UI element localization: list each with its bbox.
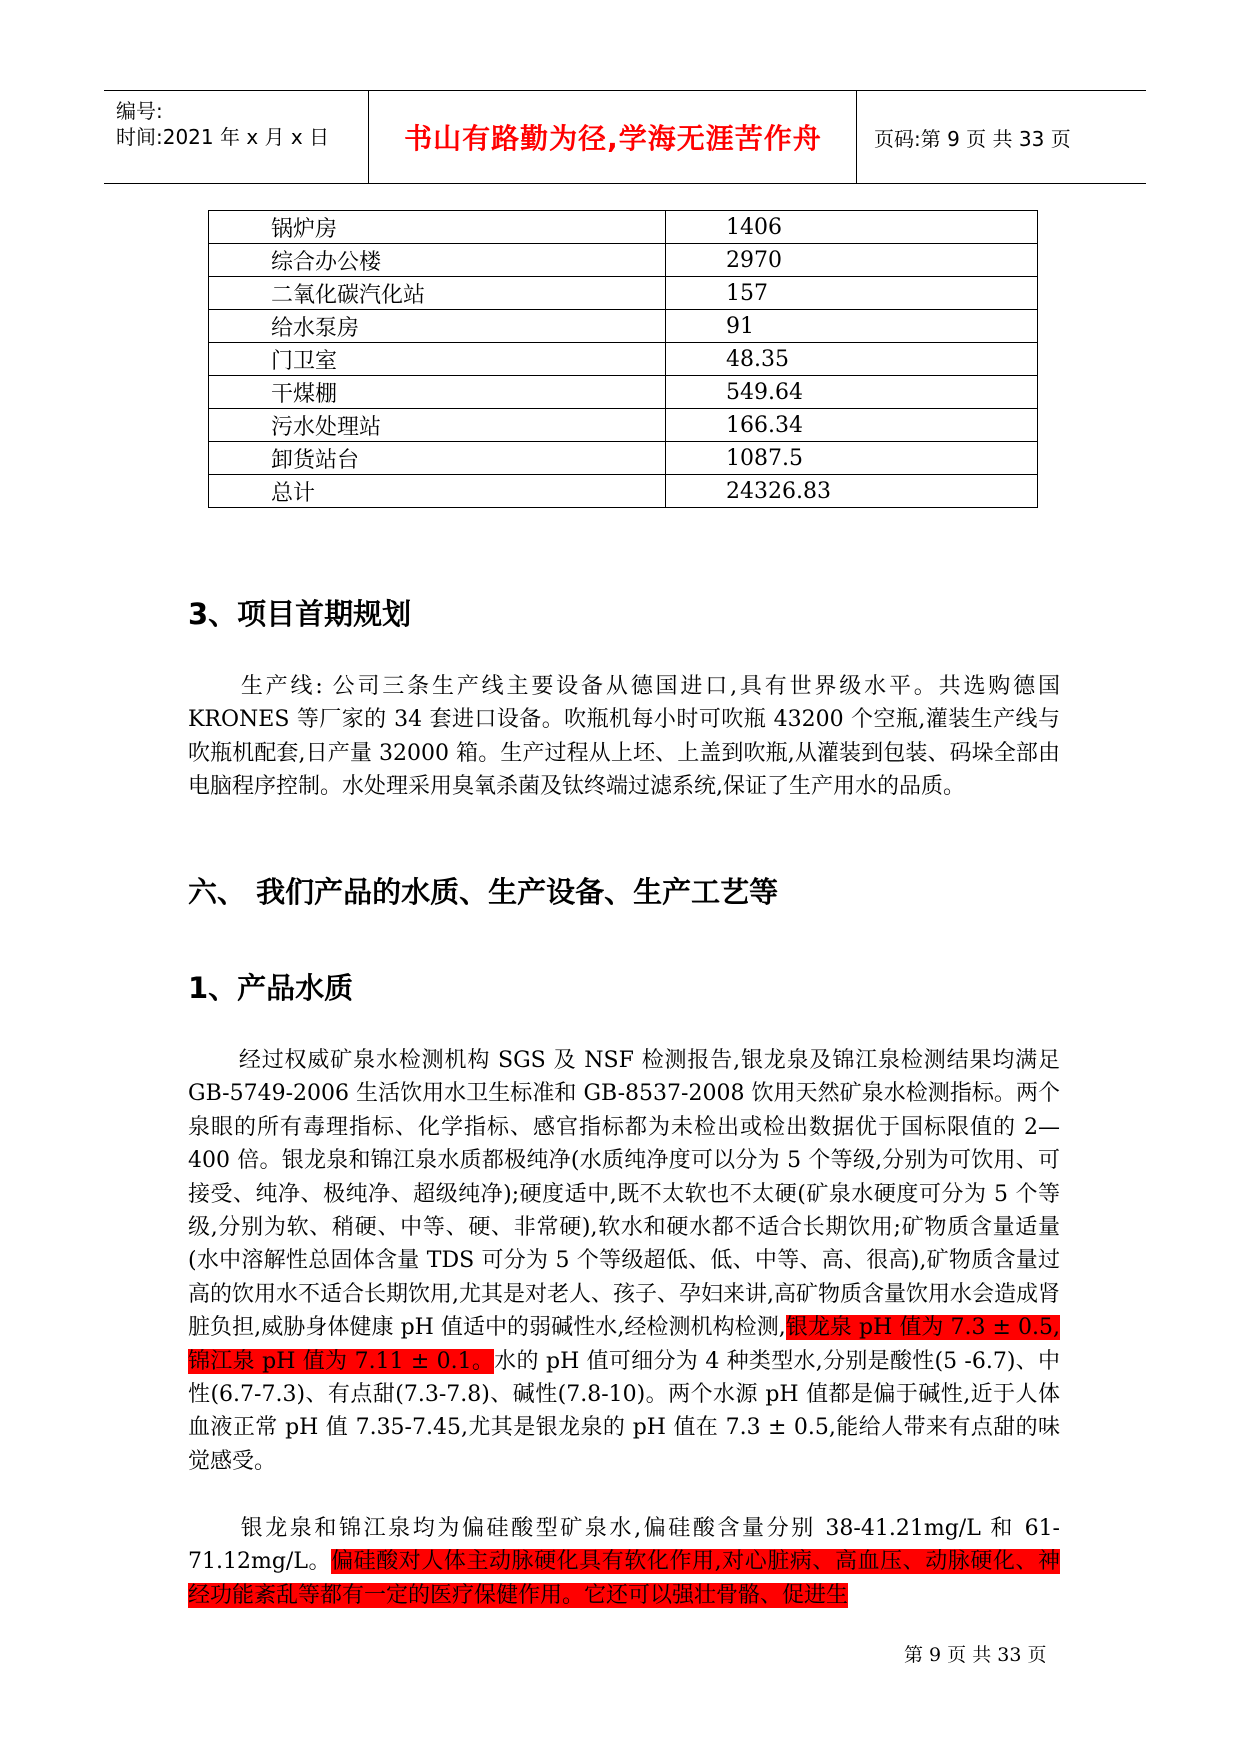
building-area-cell: 48.35 [666,343,1038,376]
building-area-table-body [209,211,1038,508]
table-row [209,343,1038,376]
building-area-table [208,210,1038,508]
header-middle-cell [370,91,857,183]
table-row [209,244,1038,277]
document-number-label: 编号: [116,99,163,123]
building-name-cell: 门卫室 [209,343,666,376]
building-area-cell: 1406 [666,211,1038,244]
header-right-cell [858,91,1146,183]
water-quality-paragraph-2 [188,1512,1060,1612]
project-plan-text: 生产线: 公司三条生产线主要设备从德国进口,具有世界级水平。共选购德国 KRONES 等厂家的 34 套进口设备。吹瓶机每小时可吹瓶 43200 个空瓶,灌装生产线与吹瓶机配套,日产量 32000 箱。生产过程从上坯、上盖到吹瓶,从灌装到包装、码垛全部由电脑程序控制。水处理采用臭氧杀菌及钛终端过滤系统,保证了生产用水的品质。 [188,674,1060,800]
table-row [209,211,1038,244]
water-quality-text-2a: 银龙泉和锦江泉均为偏硅酸型矿泉水,偏硅酸含量分别 38-41.21mg/L 和 61-71.12mg/L。 [188,1516,1060,1575]
header-motto: 书山有路勤为径,学海无涯苦作舟 [404,122,822,155]
building-area-cell: 157 [666,277,1038,310]
building-area-cell: 549.64 [666,376,1038,409]
building-name-cell: 二氧化碳汽化站 [209,277,666,310]
silicic-acid-highlight-text: 偏硅酸对人体主动脉硬化具有软化作用,对心脏病、高血压、动脉硬化、神经功能紊乱等都有一定的医疗保健作用。它还可以强壮骨骼、促进生 [188,1549,1061,1608]
building-name-cell: 给水泵房 [209,310,666,343]
building-name-cell: 污水处理站 [209,409,666,442]
header-page-label: 页码:第 9 页 共 33 页 [874,127,1071,151]
building-name-cell: 总计 [209,475,666,508]
building-name-cell: 综合办公楼 [209,244,666,277]
table-row [209,376,1038,409]
building-area-cell: 1087.5 [666,442,1038,475]
section-heading-water-quality: 1、产品水质 [188,971,354,1005]
page-header [104,90,1146,184]
building-name-cell: 锅炉房 [209,211,666,244]
table-row [209,277,1038,310]
water-quality-paragraph-1 [188,1044,1060,1478]
table-row [209,409,1038,442]
section-heading-project-plan: 3、项目首期规划 [188,597,412,631]
table-row [209,310,1038,343]
building-area-cell: 24326.83 [666,475,1038,508]
header-left-cell [104,91,369,183]
document-time-label: 时间:2021 年 x 月 x 日 [116,125,330,149]
building-name-cell: 卸货站台 [209,442,666,475]
building-area-cell: 2970 [666,244,1038,277]
water-quality-text-1b: 水的 pH 值可细分为 4 种类型水,分别是酸性(5 -6.7)、中性(6.7-7.3)、有点甜(7.3-7.8)、碱性(7.8-10)。两个水源 pH 值都是偏于碱性,近于人体血液正常 pH 值 7.35-7.45,尤其是银龙泉的 pH 值在 7.3 ± 0.5,能给人带来有点甜的味觉感受。 [188,1348,1060,1474]
project-plan-paragraph [188,670,1060,804]
table-row [209,475,1038,508]
page-footer: 第 9 页 共 33 页 [904,1644,1047,1666]
building-name-cell: 干煤棚 [209,376,666,409]
chapter-heading-six: 六、 我们产品的水质、生产设备、生产工艺等 [188,875,779,909]
building-area-cell: 166.34 [666,409,1038,442]
building-area-cell: 91 [666,310,1038,343]
ph-highlight-text: 银龙泉 pH 值为 7.3 ± 0.5,锦江泉 pH 值为 7.11 ± 0.1。 [188,1315,1060,1374]
table-row [209,442,1038,475]
water-quality-text-1a: 经过权威矿泉水检测机构 SGS 及 NSF 检测报告,银龙泉及锦江泉检测结果均满足 GB-5749-2006 生活饮用水卫生标准和 GB-8537-2008 饮用天然矿泉水检测指标。两个泉眼的所有毒理指标、化学指标、感官指标都为未检出或检出数据优于国标限值的 2—400 倍。银龙泉和锦江泉水质都极纯净(水质纯净度可以分为 5 个等级,分别为可饮用、可接受、纯净、极纯净、超级纯净);硬度适中,既不太软也不太硬(矿泉水硬度可分为 5 个等级,分别为软、稍硬、中等、硬、非常硬),软水和硬水都不适合长期饮用;矿物质含量适量(水中溶解性总固体含量 TDS 可分为 5 个等级超低、低、中等、高、很高),矿物质含量过高的饮用水不适合长期饮用,尤其是对老人、孩子、孕妇来讲,高矿物质含量饮用水会造成肾脏负担,威胁身体健康 pH 值适中的弱碱性水,经检测机构检测, [188,1048,1060,1341]
